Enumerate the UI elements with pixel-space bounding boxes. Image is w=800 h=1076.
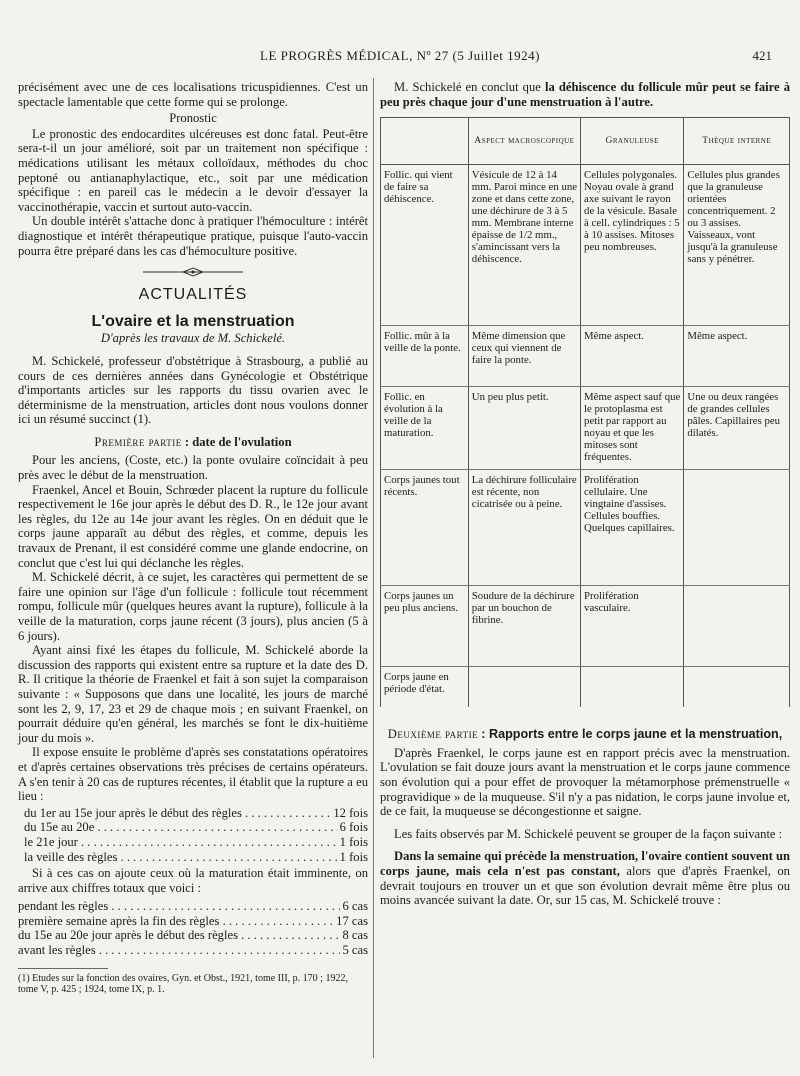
page-number: 421 (752, 48, 772, 63)
table-cell: Même aspect. (684, 326, 790, 387)
list-item: première semaine après la fin des règles . . . 17 cas (18, 914, 368, 929)
intro-conclusion: la déhiscence du follicule mûr peut se faire à peu près chaque jour d'une menstruation à l'autre. (380, 80, 790, 109)
table-cell: Cellules plus grandes que la granuleuse orientées concentriquement. 2 ou 3 assises. Vaisseaux, vont jusqu'à la granuleuse sans y pénétrer. (684, 165, 790, 326)
table-cell (684, 470, 790, 586)
paragraph: précisément avec une de ces localisations tricuspidiennes. C'est un spectacle lamentable que cette forme qui se prolonge. (18, 80, 368, 109)
table-row (381, 387, 790, 470)
table-cell: Vésicule de 12 à 14 mm. Paroi mince en une zone et dans cette zone, une déchirure de 3 à 5 mm. Membrane interne épaisse de 1/2 mm., s'amincissant vers la déhiscence. (468, 165, 580, 326)
emphasis-text: Dans la semaine qui précède la menstruation, l'ovaire contient souvent un corps jaune, mais cela n'est pas constant, (380, 849, 790, 878)
table-header-row (381, 118, 790, 165)
follicle-table (380, 117, 790, 707)
table-cell (581, 667, 684, 708)
table-row (381, 470, 790, 586)
rupture-list (24, 806, 368, 864)
table-cell (684, 667, 790, 708)
part-label: Première partie (94, 434, 182, 449)
paragraph: M. Schickelé, professeur d'obstétrique à Strasbourg, a publié au cours de ces dernières années dans Gynécologie et Obstétrique d'importants articles sur les rapports du tissu ovarien avec le déterminisme de la menstruation, articles dont nous voulons donner ici un résumé succinct (1). (18, 353, 368, 427)
list-item: le 21e jour . . . 1 fois (24, 835, 368, 850)
left-column (18, 80, 368, 996)
journal-title: LE PROGRÈS MÉDICAL, Nº 27 (5 Juillet 1924) (260, 48, 540, 63)
table-cell (684, 586, 790, 667)
table-row (381, 586, 790, 667)
paragraph (380, 849, 790, 907)
paragraph: Ayant ainsi fixé les étapes du follicule, M. Schickelé aborde la discussion des rapports qui existent entre sa rupture et la date des D. R. Il critique la théorie de Fraenkel et fait à son sujet la comparaison suivante : « Supposons que dans une localité, les jours de marché sont les 2, 9, 17, 23 et 29 de chaque mois ; en suivant Fraenkel, on pourrait déduire qu'en général, les marchés se font le dix-huitième jour du mois ». (18, 643, 368, 745)
paragraph: Il expose ensuite le problème d'après ses constatations opératoires et d'après certaines observations très précises de certains opérateurs. A s'en tenir à 20 cas de ruptures récentes, il établit que la rupture a eu lieu : (18, 745, 368, 804)
table-header: Granuleuse (581, 118, 684, 165)
part-title: : Rapports entre le corps jaune et la menstruation, (481, 727, 783, 742)
paragraph: Pour les anciens, (Coste, etc.) la ponte ovulaire coïncidait à peu près avec le début de la menstruation. (18, 453, 368, 483)
list-item: avant les règles . . . 5 cas (18, 943, 368, 958)
table-cell: Follic. qui vient de faire sa déhiscence. (381, 165, 469, 326)
paragraph: Fraenkel, Ancel et Bouin, Schrœder placent la rupture du follicule respectivement le 16e jour après le début des D. R., le 12e jour avant les règles, du 12e au 14e jour avant les règles. On en déduit que le corps jaune apparaît au début des règles, et comme, depuis les travaux de Prenant, il est considéré comme une glande endocrine, on conclut que c'est lui qui déclanche les règles. (18, 482, 368, 570)
table-cell: Follic. mûr à la veille de la ponte. (381, 326, 469, 387)
article-title: L'ovaire et la menstruation (91, 312, 295, 330)
table-cell: Une ou deux rangées de grandes cellules pâles. Capillaires peu dilatés. (684, 387, 790, 470)
table-cell: Corps jaunes un peu plus anciens. (381, 586, 469, 667)
table-cell: Follic. en évolution à la veille de la maturation. (381, 387, 469, 470)
paragraph (380, 80, 790, 109)
running-header (0, 48, 800, 70)
part-label: Deuxième partie (387, 727, 479, 742)
paragraph: Le pronostic des endocardites ulcéreuses est donc fatal. Peut-être sera-t-il un jour amélioré, soit par un traitement non spécifique : médications utilisant les métaux colloïdaux, méthodes du choc peptoné ou antianaphylactique, etc., soit par une médication spécifique : en pareil cas le médecin a le devoir d'essayer la vaccinothérapie, vaccin et surtout auto-vaccin. (18, 126, 368, 214)
table-cell: Corps jaunes tout récents. (381, 470, 469, 586)
table-row (381, 326, 790, 387)
table-cell: Même aspect sauf que le protoplasma est petit par rapport au noyau et que les mitoses sont fréquentes. (581, 387, 684, 470)
table-header: Aspect macroscopique (468, 118, 580, 165)
paragraph: Si à ces cas on ajoute ceux où la maturation était imminente, on arrive aux chiffres totaux que voici : (18, 866, 368, 895)
section-heading-actualites: ACTUALITÉS (138, 286, 248, 304)
list-item: pendant les règles . . . 6 cas (18, 899, 368, 914)
paragraph: D'après Fraenkel, le corps jaune est en rapport précis avec la menstruation. L'ovulation se fait douze jours avant la menstruation et le corps jaune commence son évolution qui a pour effet de provoquer la métamorphose prémenstruelle « progravidique » de la muqueuse. S'il n'y a pas nidation, le corps jaune involue et, de ce fait, la muqueuse se décongestionne et saigne. (380, 745, 790, 819)
table-cell (468, 667, 580, 708)
ornament-divider (18, 266, 368, 278)
paragraph-text: alors que d'après Fraenkel, on devrait toujours en trouver un et que son évolution devrait même être plus ou moins avancée suivant la date. Or, sur 15 cas, M. Schickelé trouve : (380, 863, 790, 908)
right-column (380, 80, 790, 908)
article-subtitle: D'après les travaux de M. Schickelé. (100, 331, 286, 346)
part-title: : date de l'ovulation (184, 434, 292, 449)
part-heading (380, 727, 790, 742)
paragraph: Un double intérêt s'attache donc à pratiquer l'hémoculture : intérêt diagnostique et intérêt thérapeutique pratique, puisque l'auto-vaccin pourra être préparé dans les cas d'hémoculture positive. (18, 214, 368, 258)
table-cell: Soudure de la déchirure par un bouchon de fibrine. (468, 586, 580, 667)
footnote-text: (1) Etudes sur la fonction des ovaires, Gyn. et Obst., 1921, tome III, p. 170 ; 1922, tome V, p. 425 ; 1924, tome IX, p. 1. (18, 972, 348, 996)
table-cell: Même aspect. (581, 326, 684, 387)
table-cell: Même dimension que ceux qui viennent de faire la ponte. (468, 326, 580, 387)
table-header (381, 118, 469, 165)
table-cell: Un peu plus petit. (468, 387, 580, 470)
column-divider (373, 78, 374, 1058)
section-heading-pronostic: Pronostic (169, 111, 217, 126)
table-cell: La déchirure folliculaire est récente, non cicatrisée ou à peine. (468, 470, 580, 586)
table-row (381, 165, 790, 326)
list-item: du 15e au 20e . . . 6 fois (24, 820, 368, 835)
paragraph: M. Schickelé décrit, à ce sujet, les caractères qui permettent de se faire une opinion sur l'âge d'un follicule : follicule tout récemment rompu, follicule mûr (quelques heures avant la rupture), follicule à la veille de la maturation, corps jaune récent (3 jours), plus ancien (5 à 6 jours). (18, 570, 368, 643)
list-item: du 15e au 20e jour après le début des règles . . . 8 cas (18, 928, 368, 943)
table-cell: Cellules polygonales. Noyau ovale à grand axe suivant le rayon de la vésicule. Basale à cell. cylindriques : 5 à 10 assises. Mitoses peu nombreuses. (581, 165, 684, 326)
table-cell: Prolifération cellulaire. Une vingtaine d'assises. Cellules bouffies. Quelques capillaires. (581, 470, 684, 586)
table-row (381, 667, 790, 708)
list-item: du 1er au 15e jour après le début des règles . . . 12 fois (24, 806, 368, 821)
part-heading (18, 435, 368, 450)
table-header: Thèque interne (684, 118, 790, 165)
table-cell: Prolifération vasculaire. (581, 586, 684, 667)
footnote (18, 968, 348, 996)
list-item: la veille des règles . . . 1 fois (24, 850, 368, 865)
totals-list (18, 899, 368, 957)
intro-text: M. Schickelé en conclut que (394, 80, 545, 94)
table-cell: Corps jaune en période d'état. (381, 667, 469, 708)
paragraph: Les faits observés par M. Schickelé peuvent se grouper de la façon suivante : (394, 826, 783, 841)
